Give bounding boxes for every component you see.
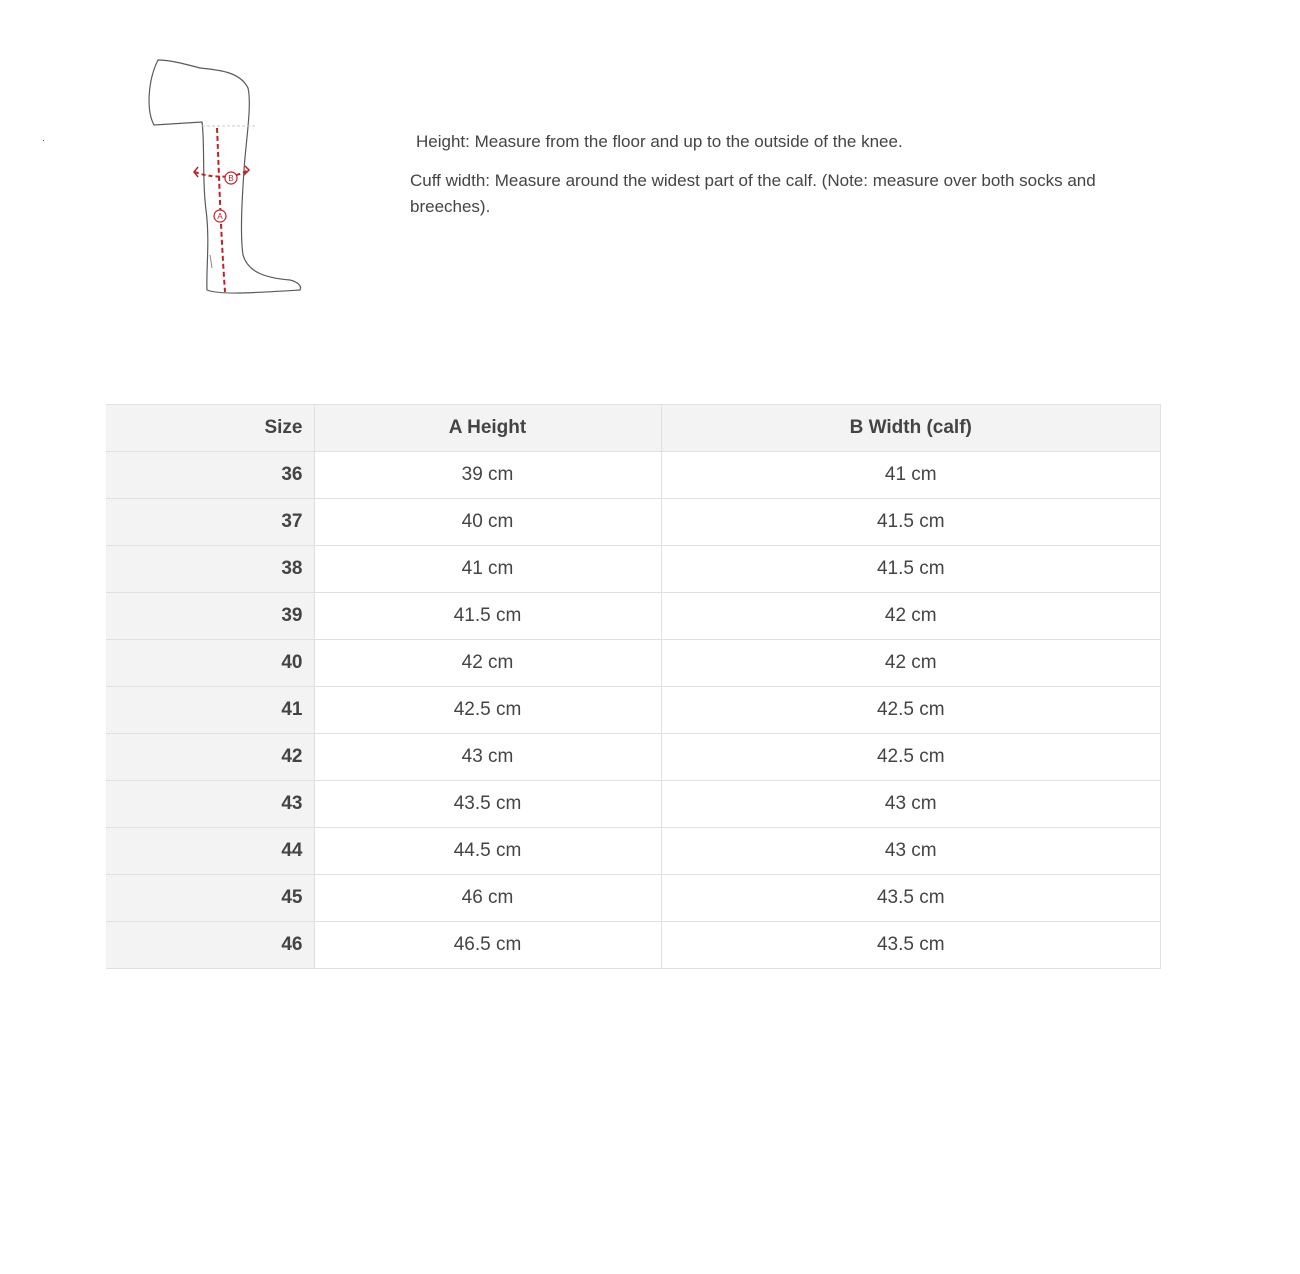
table-row [106,828,1161,875]
size-cell: 36 [106,452,314,499]
leg-contour [210,255,212,268]
width-cell: 43 cm [661,781,1161,828]
width-cell: 42.5 cm [661,734,1161,781]
table-row [106,922,1161,969]
table-row [106,875,1161,922]
table-header-row [106,405,1161,452]
table-row [106,499,1161,546]
cuff-width-instruction: Cuff width: Measure around the widest part of the calf. (Note: measure over both socks and breeches). [410,171,1096,216]
height-cell: 43.5 cm [314,781,661,828]
width-cell: 42 cm [661,593,1161,640]
width-cell: 41.5 cm [661,499,1161,546]
width-cell: 41.5 cm [661,546,1161,593]
height-cell: 41 cm [314,546,661,593]
size-cell: 37 [106,499,314,546]
table-row [106,640,1161,687]
size-cell: 45 [106,875,314,922]
height-cell: 39 cm [314,452,661,499]
width-cell: 41 cm [661,452,1161,499]
height-instruction: Height: Measure from the floor and up to the outside of the knee. [416,132,903,151]
measurement-instructions [410,129,1130,220]
height-cell: 43 cm [314,734,661,781]
table-row [106,734,1161,781]
size-cell: 42 [106,734,314,781]
table-row [106,687,1161,734]
height-cell: 42 cm [314,640,661,687]
marker-b-label: B [228,174,234,183]
size-cell: 41 [106,687,314,734]
header-size: Size [106,405,314,452]
height-cell: 40 cm [314,499,661,546]
size-cell: 39 [106,593,314,640]
calf-measure-line [195,170,248,177]
size-chart-table [106,404,1161,969]
marker-a-label: A [217,212,223,221]
size-cell: 46 [106,922,314,969]
height-cell: 44.5 cm [314,828,661,875]
height-cell: 41.5 cm [314,593,661,640]
leg-measurement-figure [140,50,310,305]
width-cell: 43.5 cm [661,875,1161,922]
height-cell: 46.5 cm [314,922,661,969]
table-row [106,452,1161,499]
table-row [106,593,1161,640]
table-row [106,546,1161,593]
header-height: A Height [314,405,661,452]
table-row [106,781,1161,828]
width-cell: 43 cm [661,828,1161,875]
width-cell: 42 cm [661,640,1161,687]
width-cell: 42.5 cm [661,687,1161,734]
header-width: B Width (calf) [661,405,1161,452]
height-cell: 42.5 cm [314,687,661,734]
size-cell: 40 [106,640,314,687]
size-cell: 44 [106,828,314,875]
stray-dot [43,140,44,141]
size-cell: 43 [106,781,314,828]
height-cell: 46 cm [314,875,661,922]
width-cell: 43.5 cm [661,922,1161,969]
size-cell: 38 [106,546,314,593]
